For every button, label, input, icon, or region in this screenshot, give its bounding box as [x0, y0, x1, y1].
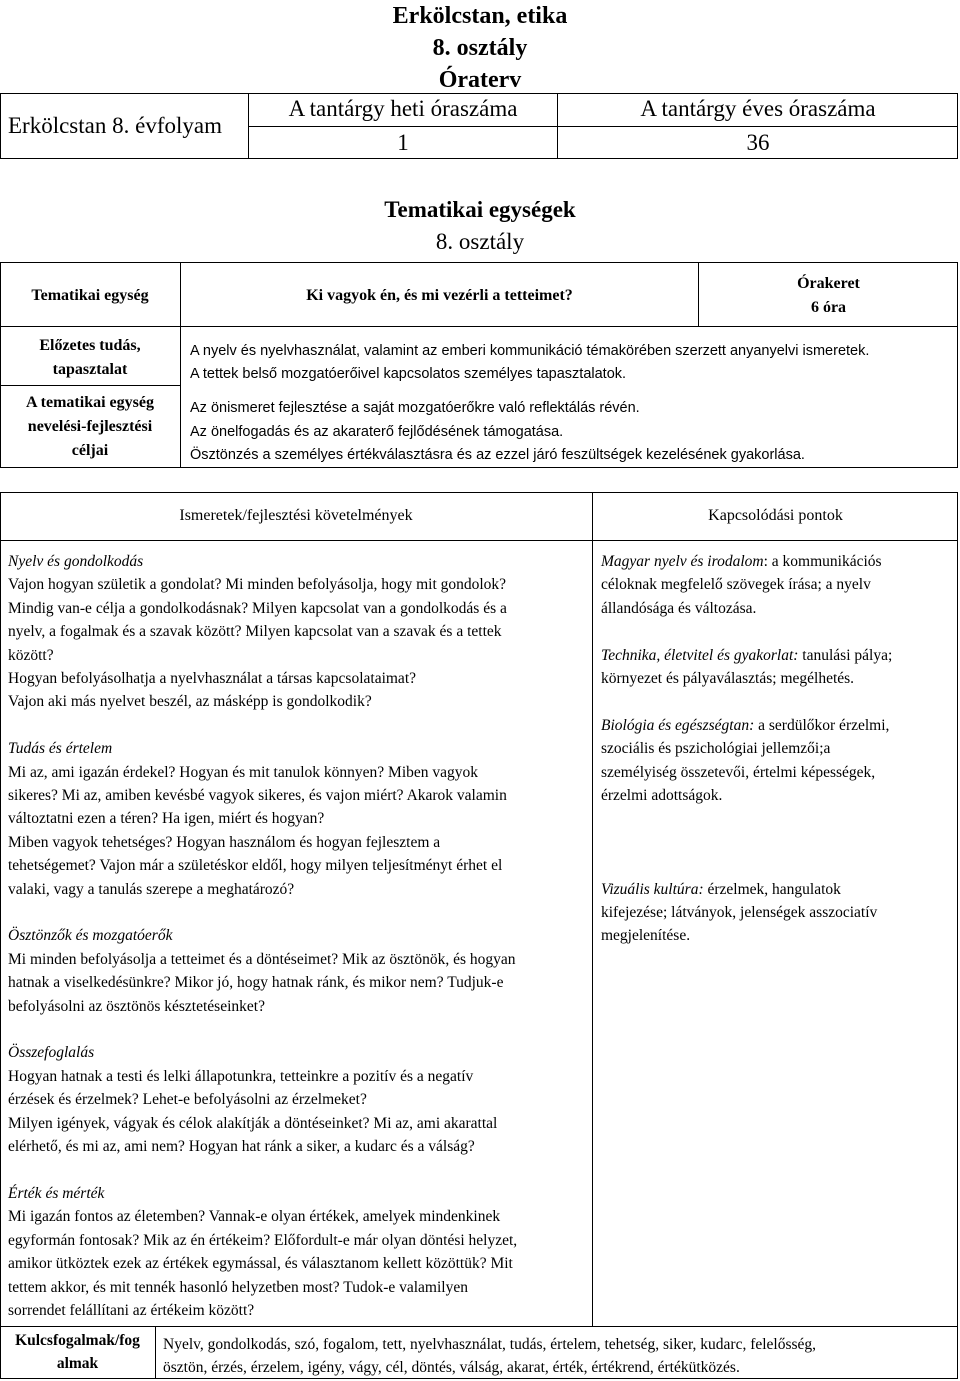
- hours-frame: [699, 272, 958, 320]
- weekly-hours-label: A tantárgy heti óraszáma: [288, 96, 518, 121]
- document-title: [0, 0, 960, 96]
- connection-line: megjelenítése.: [601, 927, 691, 945]
- section-values: [8, 1182, 588, 1322]
- section-knowledge-intellect: [8, 737, 588, 901]
- connection-hungarian: Magyar nyelv és irodalom: a kommunikációs céloknak megfelelő szövegek írása; a nyelv állandósága és változása.: [601, 550, 953, 620]
- section-line: valaki, vagy a tanulás szerepe a meghatározó?: [8, 880, 295, 898]
- keywords-text: [163, 1333, 955, 1380]
- themes-subtitle: 8. osztály: [435, 229, 525, 254]
- connection-visual-arts: Vizuális kultúra: érzelmek, hangulatok kifejezése; látványok, jelenségek asszociatív megjelenítése.: [601, 878, 953, 948]
- section-heading: Összefoglalás: [8, 1044, 95, 1062]
- goals-label: A tematikai egység nevelési-fejlesztési céljai: [26, 394, 154, 459]
- section-line: hatnak a viselkedésünkre? Mikor jó, hogy hatnak ránk, és mikor nem? Tudjuk-e: [8, 974, 504, 992]
- themes-heading: [0, 194, 960, 258]
- weekly-hours-value: 1: [397, 130, 409, 155]
- subject-label: Erkölcstan 8. évfolyam: [8, 113, 222, 138]
- connection-subject: Magyar nyelv és irodalom: [601, 553, 764, 570]
- title-subject: Erkölcstan, etika: [392, 3, 568, 29]
- section-line: tettem akkor, és mit tennék hasonló helyzetben most? Tudok-e valamilyen: [8, 1278, 468, 1296]
- yearly-hours-value: 36: [746, 130, 770, 155]
- connection-line: érzelmi adottságok.: [601, 787, 723, 805]
- section-line: Mindig van-e célja a gondolkodásnak? Milyen kapcsolat van a gondolkodás és a: [8, 599, 507, 617]
- col-header-connections: Kapcsolódási pontok: [708, 507, 843, 524]
- prior-line: A nyelv és nyelvhasználat, valamint az emberi kommunikáció témakörében szerzett anyanyelvi ismeretek.: [190, 343, 870, 359]
- connection-subject: Technika, életvitel és gyakorlat:: [601, 646, 799, 664]
- section-line: Mi az, ami igazán érdekel? Hogyan és mit tanulok könnyen? Miben vagyok: [8, 763, 479, 781]
- connection-line: személyiség összetevői, értelmi képességek,: [601, 763, 876, 781]
- connection-line: állandósága és változása.: [601, 599, 757, 617]
- connection-line: kifejezése; látványok, jelenségek asszociatív: [601, 904, 878, 922]
- section-language-thinking: [8, 550, 588, 714]
- col-header-requirements: Ismeretek/fejlesztési követelmények: [179, 507, 413, 524]
- hours-frame-value: 6 óra: [810, 299, 847, 316]
- section-line: Mi minden befolyásolja a tetteimet és a döntéseimet? Mik az ösztönök, és hogyan: [8, 950, 516, 968]
- section-heading: Nyelv és gondolkodás: [8, 553, 144, 570]
- unit-title: Ki vagyok én, és mi vezérli a tetteimet?: [306, 287, 573, 304]
- section-line: Hogyan hatnak a testi és lelki állapotunkra, tetteinkre a pozitív és a negatív: [8, 1067, 474, 1085]
- connection-subject: Biológia és egészségtan:: [601, 716, 755, 734]
- section-line: változtatni ezen a téren? Ha igen, miért és hogyan?: [8, 810, 325, 828]
- goal-line: Az önismeret fejlesztése a saját mozgatóerőkre való reflektálás révén.: [190, 400, 640, 416]
- section-line: tehetségemet? Vajon már a születéskor eldől, hogy milyen teljesítményt érhet el: [8, 857, 503, 875]
- section-line: Milyen igények, vágyak és célok alakítják a döntéseinket? Mi az, ami akarattal: [8, 1114, 498, 1132]
- section-summary: [8, 1041, 588, 1158]
- keywords-label: Kulcsfogalmak/fog almak: [15, 1332, 140, 1373]
- section-line: Hogyan befolyásolhatja a nyelvhasználat a társas kapcsolataimat?: [8, 670, 417, 688]
- section-line: Miben vagyok tehetséges? Hogyan használom és hogyan fejlesztem a: [8, 833, 441, 851]
- section-heading: Érték és mérték: [8, 1184, 105, 1202]
- section-line: sorrendet felállítani az értékeim között?: [8, 1301, 255, 1319]
- goal-line: Ösztönzés a személyes értékválasztásra és az ezzel járó feszültségek kezelésének gyakorlása.: [190, 447, 805, 463]
- prior-knowledge-text: [190, 340, 869, 386]
- section-line: egyformán fontosak? Mik az én értékeim? Előfordult-e már olyan döntési helyzet,: [8, 1231, 518, 1249]
- section-motivations: [8, 924, 588, 1018]
- prior-line: A tettek belső mozgatóerőivel kapcsolatos személyes tapasztalatok.: [190, 366, 627, 382]
- section-line: Mi igazán fontos az életemben? Vannak-e olyan értékek, amelyek mindenkinek: [8, 1208, 501, 1226]
- section-line: Vajon hogyan születik a gondolat? Mi minden befolyásolja, hogy mit gondolok?: [8, 576, 507, 594]
- section-line: elérhető, és mi az, ami nem? Hogyan hat ránk a siker, a kudarc és a válság?: [8, 1138, 475, 1156]
- section-line: sikeres? Mi az, amiben kevésbé vagyok sikeres, és vajon miért? Akarok valamin: [8, 787, 507, 805]
- section-line: nyelv, a fogalmak és a szavak között? Milyen kapcsolat van a szavak és a tettek: [8, 623, 502, 641]
- connection-subject: Vizuális kultúra:: [601, 880, 704, 898]
- connection-line: szociális és pszichológiai jellemzői;a: [601, 740, 831, 758]
- themes-title: Tematikai egységek: [384, 197, 576, 222]
- yearly-hours-label: A tantárgy éves óraszáma: [640, 96, 876, 121]
- requirements-content: [8, 550, 588, 1322]
- section-heading: Tudás és értelem: [8, 740, 113, 758]
- section-heading: Ösztönzők és mozgatóerők: [8, 927, 173, 945]
- section-line: között?: [8, 646, 54, 664]
- prior-knowledge-label: Előzetes tudás, tapasztalat: [39, 337, 141, 378]
- goal-line: Az önelfogadás és az akaraterő fejlődésének támogatása.: [190, 423, 564, 440]
- unit-label: Tematikai egység: [31, 287, 149, 304]
- title-plan: Óraterv: [438, 67, 522, 93]
- section-line: érzések és érzelmek? Lehet-e befolyásolni az érzelmeket?: [8, 1091, 367, 1109]
- section-line: befolyásolni az ösztönös késztetéseinket?: [8, 997, 265, 1015]
- hours-frame-label: Órakeret: [797, 275, 860, 292]
- connection-line: céloknak megfelelő szövegek írása; a nyelv: [601, 576, 871, 594]
- section-line: Vajon aki más nyelvet beszél, az másképp is gondolkodik?: [8, 693, 372, 711]
- connections-content: [601, 550, 953, 948]
- connection-line: környezet és pályaválasztás; megélhetés.: [601, 670, 855, 688]
- keywords-line: ösztön, érzés, érzelem, igény, vágy, cél, döntés, válság, akarat, érték, értékrend, értékütközés.: [163, 1359, 740, 1377]
- keywords-line: Nyelv, gondolkodás, szó, fogalom, tett, nyelvhasználat, tudás, értelem, tehetség, siker, kudarc, felelősség,: [163, 1336, 817, 1353]
- title-grade: 8. osztály: [432, 35, 528, 61]
- goals-text: [190, 397, 805, 468]
- connection-biology: Biológia és egészségtan: a serdülőkor érzelmi, szociális és pszichológiai jellemzői;a személyiség összetevői, értelmi képességek, érzelmi adottságok.: [601, 714, 953, 808]
- connection-technology: Technika, életvitel és gyakorlat: tanulási pálya; környezet és pályaválasztás; megélhetés.: [601, 644, 953, 691]
- section-line: amikor ütköztek ezek az értékek egymással, és választanom kellett közöttük? Mit: [8, 1255, 513, 1273]
